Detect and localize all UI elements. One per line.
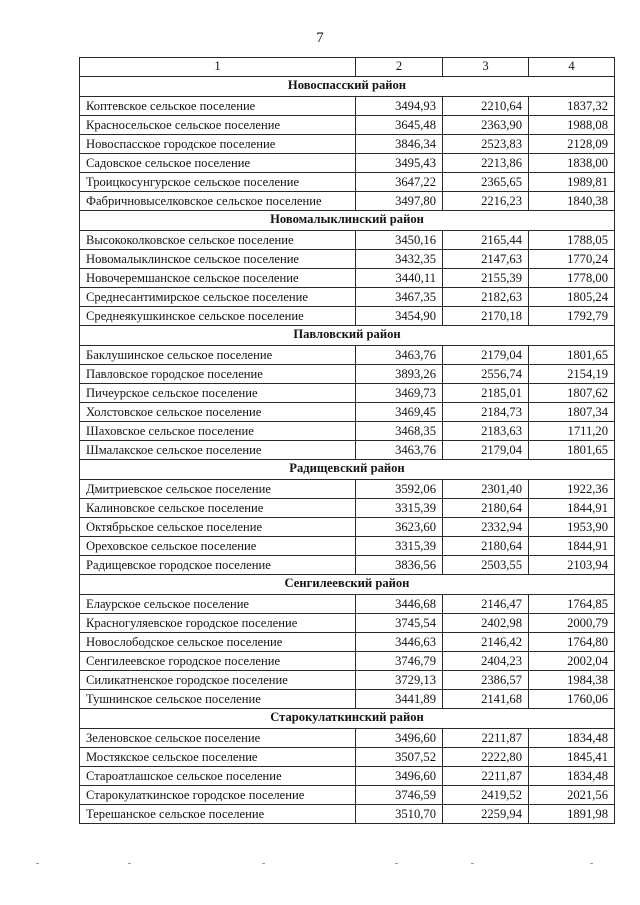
value-cell: 1922,36 (529, 480, 615, 499)
column-header: 1 (80, 58, 356, 77)
district-heading: Новоспасский район (80, 77, 615, 97)
value-cell: 3463,76 (356, 441, 443, 460)
value-cell: 1764,85 (529, 595, 615, 614)
table-row (80, 805, 615, 824)
value-cell: 3446,68 (356, 595, 443, 614)
value-cell: 2211,87 (443, 767, 529, 786)
settlement-name: Шмалакское сельское поселение (80, 441, 356, 460)
value-cell: 1807,62 (529, 384, 615, 403)
settlement-name: Новоспасское городское поселение (80, 135, 356, 154)
value-cell: 3315,39 (356, 499, 443, 518)
value-cell: 2363,90 (443, 116, 529, 135)
value-cell: 1805,24 (529, 288, 615, 307)
value-cell: 2332,94 (443, 518, 529, 537)
settlement-name: Коптевское сельское поселение (80, 97, 356, 116)
settlement-name: Пичеурское сельское поселение (80, 384, 356, 403)
value-cell: 1834,48 (529, 729, 615, 748)
settlement-name: Старокулаткинское городское поселение (80, 786, 356, 805)
value-cell: 3467,35 (356, 288, 443, 307)
value-cell: 1778,00 (529, 269, 615, 288)
table-row (80, 499, 615, 518)
settlement-name: Баклушинское сельское поселение (80, 346, 356, 365)
value-cell: 2155,39 (443, 269, 529, 288)
value-cell: 3494,93 (356, 97, 443, 116)
value-cell: 1844,91 (529, 499, 615, 518)
value-cell: 2222,80 (443, 748, 529, 767)
district-heading: Старокулаткинский район (80, 709, 615, 729)
table-row (80, 269, 615, 288)
table-row (80, 671, 615, 690)
value-cell: 3729,13 (356, 671, 443, 690)
value-cell: 2365,65 (443, 173, 529, 192)
value-cell: 1988,08 (529, 116, 615, 135)
table-row (80, 767, 615, 786)
table-row (80, 116, 615, 135)
value-cell: 2556,74 (443, 365, 529, 384)
value-cell: 3468,35 (356, 422, 443, 441)
value-cell: 1770,24 (529, 250, 615, 269)
table-row (80, 250, 615, 269)
column-header: 2 (356, 58, 443, 77)
settlement-name: Сенгилеевское городское поселение (80, 652, 356, 671)
value-cell: 2404,23 (443, 652, 529, 671)
value-cell: 2182,63 (443, 288, 529, 307)
table-row (80, 537, 615, 556)
value-cell: 2000,79 (529, 614, 615, 633)
value-cell: 3746,59 (356, 786, 443, 805)
value-cell: 3746,79 (356, 652, 443, 671)
settlement-name: Зеленовское сельское поселение (80, 729, 356, 748)
table-row (80, 173, 615, 192)
settlement-name: Тушнинское сельское поселение (80, 690, 356, 709)
value-cell: 2210,64 (443, 97, 529, 116)
settlement-name: Фабричновыселковское сельское поселение (80, 192, 356, 211)
value-cell: 1891,98 (529, 805, 615, 824)
value-cell: 2184,73 (443, 403, 529, 422)
settlement-name: Среднесантимирское сельское поселение (80, 288, 356, 307)
table-row (80, 729, 615, 748)
value-cell: 3623,60 (356, 518, 443, 537)
value-cell: 3315,39 (356, 537, 443, 556)
value-cell: 1840,38 (529, 192, 615, 211)
value-cell: 3469,73 (356, 384, 443, 403)
district-heading: Новомалыклинский район (80, 211, 615, 231)
value-cell: 2002,04 (529, 652, 615, 671)
value-cell: 3496,60 (356, 767, 443, 786)
value-cell: 2185,01 (443, 384, 529, 403)
value-cell: 2128,09 (529, 135, 615, 154)
table-row (80, 786, 615, 805)
settlement-name: Шаховское сельское поселение (80, 422, 356, 441)
value-cell: 3469,45 (356, 403, 443, 422)
value-cell: 3645,48 (356, 116, 443, 135)
value-cell: 2021,56 (529, 786, 615, 805)
table-row (80, 595, 615, 614)
district-heading-row (80, 460, 615, 480)
table-row (80, 441, 615, 460)
settlement-name: Октябрьское сельское поселение (80, 518, 356, 537)
value-cell: 3893,26 (356, 365, 443, 384)
settlement-name: Высококолковское сельское поселение (80, 231, 356, 250)
value-cell: 2146,42 (443, 633, 529, 652)
table-row (80, 480, 615, 499)
settlement-name: Ореховское сельское поселение (80, 537, 356, 556)
value-cell: 1788,05 (529, 231, 615, 250)
table-row (80, 307, 615, 326)
settlement-name: Красногуляевское городское поселение (80, 614, 356, 633)
value-cell: 1801,65 (529, 346, 615, 365)
value-cell: 2180,64 (443, 537, 529, 556)
value-cell: 2402,98 (443, 614, 529, 633)
table-row (80, 288, 615, 307)
district-heading-row (80, 709, 615, 729)
settlement-name: Садовское сельское поселение (80, 154, 356, 173)
value-cell: 3446,63 (356, 633, 443, 652)
value-cell: 3497,80 (356, 192, 443, 211)
value-cell: 2103,94 (529, 556, 615, 575)
district-heading-row (80, 575, 615, 595)
value-cell: 3507,52 (356, 748, 443, 767)
value-cell: 2213,86 (443, 154, 529, 173)
value-cell: 2386,57 (443, 671, 529, 690)
settlement-name: Калиновское сельское поселение (80, 499, 356, 518)
value-cell: 1984,38 (529, 671, 615, 690)
table-row (80, 614, 615, 633)
value-cell: 1953,90 (529, 518, 615, 537)
value-cell: 2523,83 (443, 135, 529, 154)
table-row (80, 652, 615, 671)
value-cell: 3510,70 (356, 805, 443, 824)
table-row (80, 403, 615, 422)
settlement-name: Силикатненское городское поселение (80, 671, 356, 690)
table-row (80, 690, 615, 709)
settlement-name: Мостякское сельское поселение (80, 748, 356, 767)
settlement-name: Елаурское сельское поселение (80, 595, 356, 614)
value-cell: 3441,89 (356, 690, 443, 709)
value-cell: 2170,18 (443, 307, 529, 326)
table-row (80, 633, 615, 652)
value-cell: 3454,90 (356, 307, 443, 326)
value-cell: 3836,56 (356, 556, 443, 575)
table-row (80, 231, 615, 250)
value-cell: 1807,34 (529, 403, 615, 422)
settlement-name: Староатлашское сельское поселение (80, 767, 356, 786)
settlement-name: Новослободское сельское поселение (80, 633, 356, 652)
value-cell: 2301,40 (443, 480, 529, 499)
table-row (80, 192, 615, 211)
value-cell: 2165,44 (443, 231, 529, 250)
value-cell: 3592,06 (356, 480, 443, 499)
value-cell: 1834,48 (529, 767, 615, 786)
value-cell: 2179,04 (443, 441, 529, 460)
value-cell: 1801,65 (529, 441, 615, 460)
value-cell: 2154,19 (529, 365, 615, 384)
settlement-name: Новомалыклинское сельское поселение (80, 250, 356, 269)
value-cell: 2216,23 (443, 192, 529, 211)
value-cell: 2141,68 (443, 690, 529, 709)
settlement-name: Холстовское сельское поселение (80, 403, 356, 422)
value-cell: 1838,00 (529, 154, 615, 173)
column-header: 4 (529, 58, 615, 77)
settlement-name: Радищевское городское поселение (80, 556, 356, 575)
table-row (80, 748, 615, 767)
table-row (80, 135, 615, 154)
table-row (80, 422, 615, 441)
table-row (80, 97, 615, 116)
settlement-name: Павловское городское поселение (80, 365, 356, 384)
value-cell: 3440,11 (356, 269, 443, 288)
district-heading-row (80, 211, 615, 231)
value-cell: 1844,91 (529, 537, 615, 556)
value-cell: 1837,32 (529, 97, 615, 116)
district-heading-row (80, 326, 615, 346)
value-cell: 2503,55 (443, 556, 529, 575)
table-row (80, 154, 615, 173)
value-cell: 2179,04 (443, 346, 529, 365)
page-number: 7 (316, 30, 324, 46)
value-cell: 2211,87 (443, 729, 529, 748)
scan-specks (0, 863, 640, 873)
table-row (80, 346, 615, 365)
value-cell: 1792,79 (529, 307, 615, 326)
table-row (80, 384, 615, 403)
settlement-name: Среднеякушкинское сельское поселение (80, 307, 356, 326)
value-cell: 2146,47 (443, 595, 529, 614)
table-row (80, 556, 615, 575)
value-cell: 3450,16 (356, 231, 443, 250)
value-cell: 3846,34 (356, 135, 443, 154)
value-cell: 1764,80 (529, 633, 615, 652)
district-heading: Сенгилеевский район (80, 575, 615, 595)
value-cell: 2183,63 (443, 422, 529, 441)
settlements-table (79, 57, 615, 824)
settlement-name: Терешанское сельское поселение (80, 805, 356, 824)
value-cell: 2259,94 (443, 805, 529, 824)
district-heading-row (80, 77, 615, 97)
value-cell: 1989,81 (529, 173, 615, 192)
settlement-name: Троицкосунгурское сельское поселение (80, 173, 356, 192)
value-cell: 3647,22 (356, 173, 443, 192)
value-cell: 3432,35 (356, 250, 443, 269)
value-cell: 3463,76 (356, 346, 443, 365)
district-heading: Радищевский район (80, 460, 615, 480)
value-cell: 1760,06 (529, 690, 615, 709)
settlement-name: Дмитриевское сельское поселение (80, 480, 356, 499)
column-header: 3 (443, 58, 529, 77)
value-cell: 3495,43 (356, 154, 443, 173)
settlement-name: Красносельское сельское поселение (80, 116, 356, 135)
value-cell: 2147,63 (443, 250, 529, 269)
value-cell: 2180,64 (443, 499, 529, 518)
header-row (80, 58, 615, 77)
settlement-name: Новочеремшанское сельское поселение (80, 269, 356, 288)
district-heading: Павловский район (80, 326, 615, 346)
value-cell: 3745,54 (356, 614, 443, 633)
value-cell: 2419,52 (443, 786, 529, 805)
value-cell: 1845,41 (529, 748, 615, 767)
value-cell: 3496,60 (356, 729, 443, 748)
table-row (80, 365, 615, 384)
value-cell: 1711,20 (529, 422, 615, 441)
table-row (80, 518, 615, 537)
